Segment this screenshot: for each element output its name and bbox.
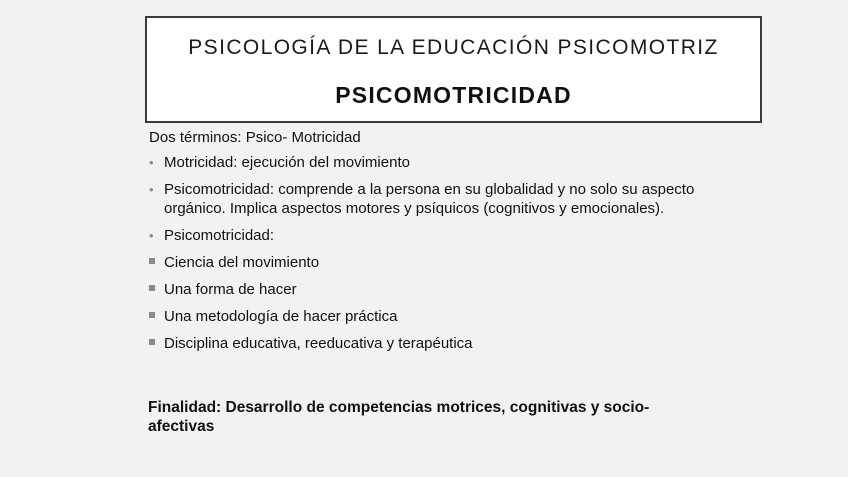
bullet-list — [149, 153, 749, 353]
dot-bullet-icon: • — [149, 228, 154, 243]
square-bullet-icon — [149, 339, 155, 345]
dot-bullet-icon: • — [149, 155, 154, 170]
list-item — [149, 180, 749, 218]
list-item-text: Disciplina educativa, reeducativa y terapéutica — [164, 335, 473, 352]
title-box — [145, 16, 762, 123]
list-item-text: Una metodología de hacer práctica — [164, 308, 398, 325]
square-bullet-icon — [149, 258, 155, 264]
list-item-text: Una forma de hacer — [164, 281, 297, 298]
slide-title: PSICOLOGÍA DE LA EDUCACIÓN PSICOMOTRIZ — [188, 36, 719, 59]
dot-bullet-icon: • — [149, 182, 154, 197]
intro-text: Dos términos: Psico- Motricidad — [149, 129, 361, 146]
slide-content — [149, 128, 749, 361]
list-item-text: Psicomotricidad: comprende a la persona en su globalidad y no solo su aspecto orgánico. Implica aspectos motores y psíquicos (cognitivos y emocionales). — [164, 181, 695, 217]
list-item — [149, 226, 749, 245]
list-item — [149, 334, 749, 353]
square-bullet-icon — [149, 312, 155, 318]
list-item — [149, 253, 749, 272]
list-item — [149, 280, 749, 299]
list-item-text: Ciencia del movimiento — [164, 254, 320, 271]
list-item — [149, 307, 749, 326]
square-bullet-icon — [149, 285, 155, 291]
list-item — [149, 153, 749, 172]
slide-subtitle: PSICOMOTRICIDAD — [335, 82, 572, 108]
list-item-text: Psicomotricidad: — [164, 227, 275, 244]
finalidad-text: Finalidad: Desarrollo de competencias motrices, cognitivas y socio-afectivas — [148, 399, 650, 435]
list-item-text: Motricidad: ejecución del movimiento — [164, 154, 410, 171]
